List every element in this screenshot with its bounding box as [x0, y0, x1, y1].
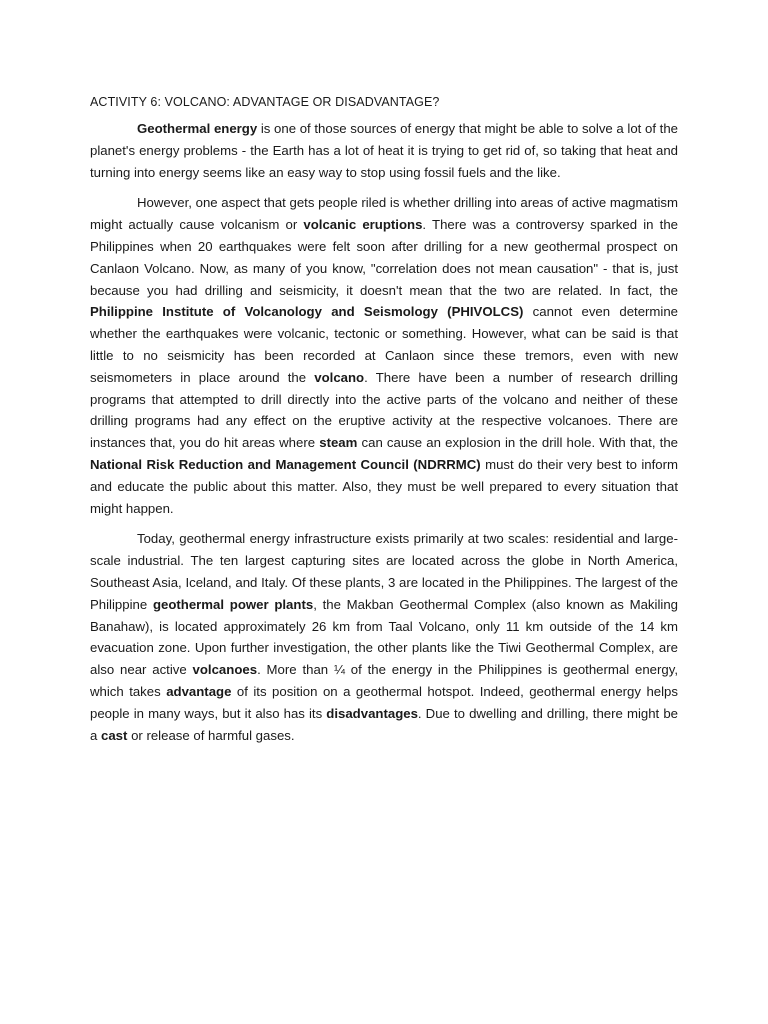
bold-term: Geothermal energy — [137, 121, 258, 136]
text-run: . There was a controversy sparked in the Philippines when 20 earthquakes were felt soon after drilling for a new geothermal prospect on Canlaon Volcano. Now, as many of you know, "correlation does not mean causation" - that is, just because you had drilling and seismicity, it doesn't mean that the two are related. In fact, the — [90, 217, 678, 298]
text-run: cannot even determine whether the earthquakes were volcanic, tectonic or something. However, what can be said is that little to no seismicity has been recorded at Canlaon since these tremors, even with new seismometers in place around the — [90, 304, 679, 385]
text-run: is one of those sources of energy that might be able to solve a lot of the planet's energy problems - the Earth has a lot of heat it is trying to get rid of, so taking that heat and turning into energy seems like an easy way to stop using fossil fuels and the like. — [90, 121, 678, 180]
bold-term: Philippine Institute of Volcanology and Seismology (PHIVOLCS) — [90, 304, 524, 320]
bold-term: National Risk Reduction and Management Council (NDRRMC) — [90, 456, 481, 472]
text-run: . There have been a number of research drilling programs that attempted to drill directly into the active parts of the volcano and neither of these drilling programs had any effect on the eruptive activity at the respective volcanoes. There are instances that, you do hit areas where — [90, 369, 678, 451]
paragraph — [90, 192, 678, 519]
bold-term: cast — [101, 727, 128, 743]
bold-term: volcanic eruptions — [303, 217, 423, 233]
activity-title: ACTIVITY 6: VOLCANO: ADVANTAGE OR DISADVANTAGE? — [90, 95, 440, 109]
document-body — [90, 118, 678, 746]
text-run: . More than ¼ of the energy in the Philippines is geothermal energy, which takes — [90, 662, 678, 699]
text-run: can cause an explosion in the drill hole. With that, the — [357, 435, 678, 451]
text-run: , the Makban Geothermal Complex (also known as Makiling Banahaw), is located approximately 26 km from Taal Volcano, only 11 km outside of the 14 km evacuation zone. Upon further investigation, the other plants like the Tiwi Geothermal Complex, are also near active — [90, 596, 678, 678]
text-run: . Due to dwelling and drilling, there might be a — [90, 705, 678, 743]
text-run: However, one aspect that gets people riled is whether drilling into areas of active magmatism might actually cause volcanism or — [90, 195, 678, 233]
bold-term: geothermal power plants — [152, 596, 314, 612]
bold-term: advantage — [166, 683, 232, 699]
paragraph — [90, 118, 678, 183]
text-run: must do their very best to inform and educate the public about this matter. Also, they must be well prepared to every situation that might happen. — [90, 456, 678, 516]
document-page — [90, 94, 678, 755]
text-run: Today, geothermal energy infrastructure exists primarily at two scales: residential and large-scale industrial. The ten largest capturing sites are located across the globe in North America, Southeast Asia, Iceland, and Italy. Of these plants, 3 are located in the Philippines. The largest of the Philippine — [90, 531, 678, 612]
paragraph — [90, 528, 678, 746]
bold-term: volcano — [314, 369, 365, 385]
bold-term: volcanoes — [192, 662, 258, 678]
text-run: of its position on a geothermal hotspot. Indeed, geothermal energy helps people in many ways, but it also has its — [90, 683, 678, 721]
bold-term: disadvantages — [326, 705, 418, 721]
text-run: or release of harmful gases. — [127, 727, 295, 743]
bold-term: steam — [319, 435, 358, 451]
